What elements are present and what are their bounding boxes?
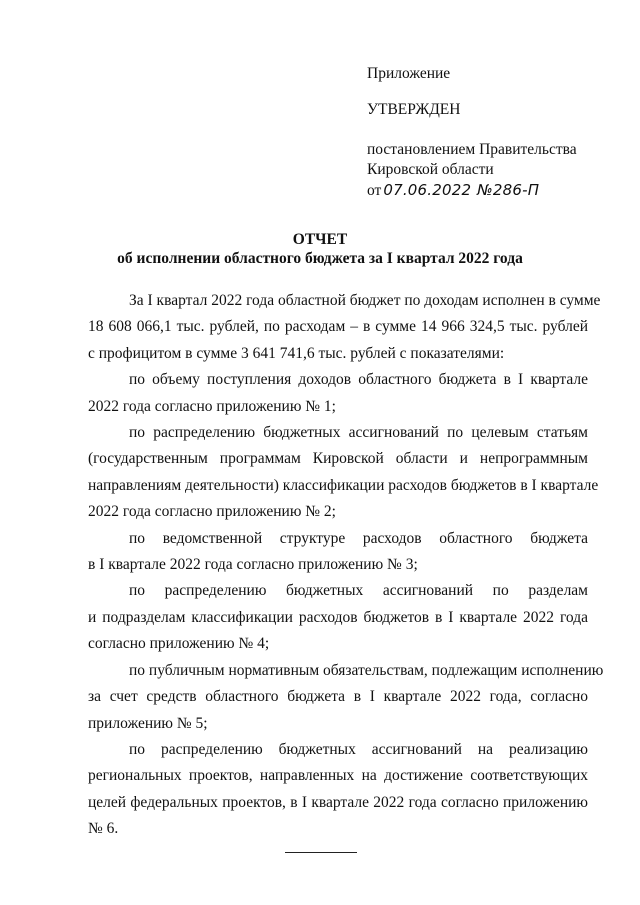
paragraph-line: приложению № 5;: [88, 714, 208, 732]
paragraph-line: 2022 года согласно приложению № 1;: [88, 397, 336, 415]
paragraph-line: за счет средств областного бюджета в I квартале 2022 года, согласно: [88, 688, 588, 706]
paragraph-summary: [88, 288, 601, 367]
paragraph-line: региональных проектов, направленных на достижение соответствующих: [88, 767, 588, 785]
resolution-line-1: постановлением Правительства: [367, 141, 577, 158]
handwritten-date: 07.06.2022: [383, 181, 472, 199]
document-title: ОТЧЕТ: [292, 231, 348, 248]
paragraph-appendix-5: [88, 658, 604, 737]
paragraph-line: с профицитом в сумме 3 641 741,6 тыс. рублей с показателями:: [88, 344, 505, 362]
paragraph-line: по объему поступления доходов областного бюджета в I квартале: [129, 371, 588, 389]
paragraph-appendix-2: [88, 420, 599, 526]
paragraph-line: 18 608 066,1 тыс. рублей, по расходам – в сумме 14 966 324,5 тыс. рублей: [88, 318, 588, 336]
paragraph-appendix-1: [88, 367, 588, 420]
paragraph-line: № 6.: [88, 820, 119, 838]
paragraph-appendix-4: [88, 578, 588, 657]
paragraph-line: по ведомственной структуре расходов областного бюджета: [129, 529, 588, 547]
paragraph-line: по распределению бюджетных ассигнований по целевым статьям: [129, 424, 588, 442]
approved-label: УТВЕРЖДЕН: [367, 101, 461, 118]
paragraph-appendix-3: [88, 526, 588, 579]
document-subtitle: об исполнении областного бюджета за I квартал 2022 года: [117, 250, 523, 267]
paragraph-line: по распределению бюджетных ассигнований на реализацию: [129, 740, 588, 758]
paragraph-appendix-6: [88, 737, 588, 843]
appendix-label: Приложение: [367, 65, 451, 82]
closing-rule: [285, 852, 357, 853]
paragraph-line: За I квартал 2022 года областной бюджет по доходам исполнен в сумме: [129, 292, 601, 309]
paragraph-line: 2022 года согласно приложению № 2;: [88, 503, 336, 521]
resolution-date-line: [367, 180, 627, 201]
paragraph-line: целей федеральных проектов, в I квартале 2022 года согласно приложению: [88, 793, 588, 811]
paragraph-line: по публичным нормативным обязательствам, подлежащим исполнению: [129, 661, 604, 679]
document-body: [88, 288, 604, 843]
paragraph-line: по распределению бюджетных ассигнований по разделам: [129, 582, 588, 600]
paragraph-line: направлениям деятельности) классификации расходов бюджетов в I квартале: [88, 476, 599, 494]
paragraph-line: и подразделам классификации расходов бюджетов в I квартале 2022 года: [88, 608, 588, 626]
handwritten-number: №286-П: [477, 181, 540, 199]
paragraph-line: в I квартале 2022 года согласно приложению № 3;: [88, 556, 418, 574]
paragraph-line: согласно приложению № 4;: [88, 635, 270, 653]
resolution-line-2: Кировской области: [367, 161, 494, 178]
paragraph-line: (государственным программам Кировской области и непрограммным: [88, 450, 588, 468]
date-prefix: от: [367, 182, 382, 199]
approval-block: [367, 64, 627, 201]
